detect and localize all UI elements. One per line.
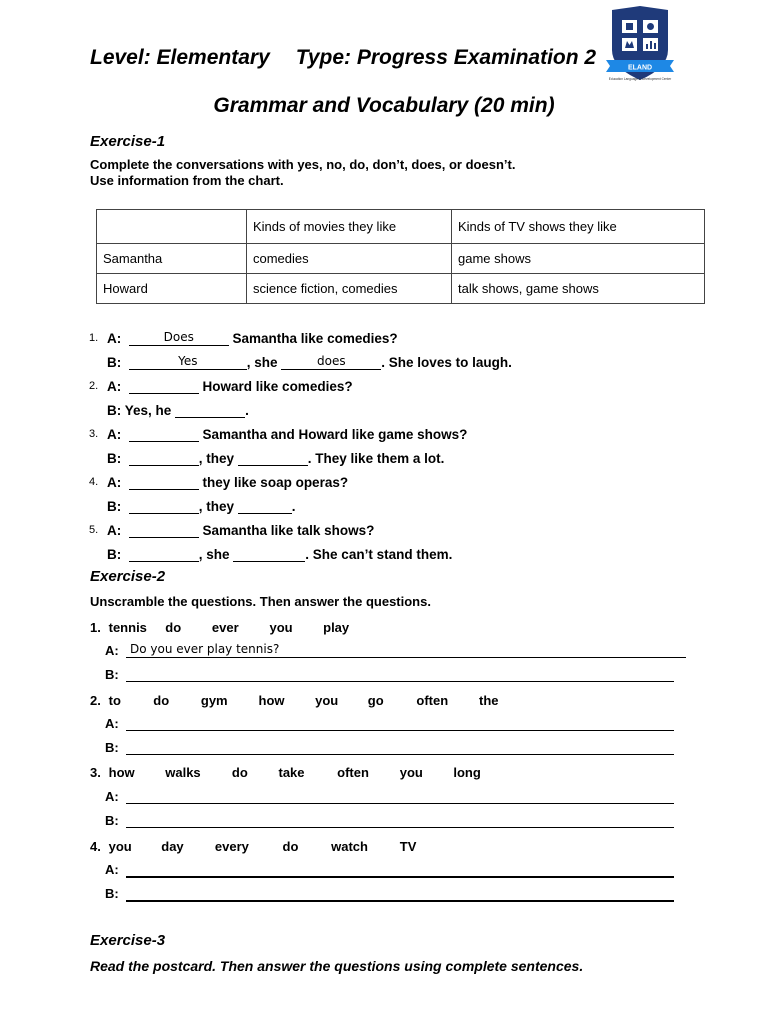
chart-cell: talk shows, game shows — [452, 274, 705, 304]
item-5-a — [107, 521, 374, 538]
word: long — [453, 765, 481, 780]
exercise-3-title: Exercise-3 — [90, 932, 166, 949]
answer-a-label: A: — [105, 643, 119, 658]
answer-blank[interactable]: does — [281, 353, 381, 370]
eland-logo — [604, 6, 676, 84]
answer-text: . She loves to laugh. — [381, 355, 512, 370]
word: every — [214, 839, 249, 854]
item-number: 2. — [89, 380, 99, 392]
answer-text: Yes, he — [124, 403, 172, 418]
word: how — [108, 765, 135, 780]
answer-line-b[interactable] — [126, 666, 674, 682]
logo-tagline: Education Language & Development Center — [608, 77, 672, 81]
speaker-b-label: B: — [107, 451, 122, 466]
exam-type-label: Type: Progress Examination 2 — [295, 46, 597, 69]
word: tennis — [108, 620, 147, 635]
answer-text: , she — [198, 547, 230, 562]
word: to — [108, 693, 121, 708]
answer-b-label: B: — [105, 886, 119, 901]
word: do — [231, 765, 248, 780]
chart-header-cell — [97, 210, 247, 244]
answer-blank[interactable] — [238, 449, 308, 466]
logo-wordmark: ELAND — [627, 64, 653, 72]
answer-blank[interactable] — [129, 377, 199, 394]
exercise-2-instruction: Unscramble the questions. Then answer the questions. — [90, 594, 431, 609]
answer-line-a[interactable] — [126, 715, 674, 731]
item-number: 4. — [89, 476, 99, 488]
speaker-a-label: A: — [107, 331, 122, 346]
chart-cell: Samantha — [97, 244, 247, 274]
exercise-1-instruction-2: Use information from the chart. — [90, 173, 284, 188]
question-text: Samantha like talk shows? — [202, 523, 375, 538]
speaker-a-label: A: — [107, 427, 122, 442]
answer-text: , they — [198, 451, 235, 466]
item-3-a — [107, 425, 467, 442]
item-2-b — [107, 401, 249, 418]
scrambled-words — [90, 693, 499, 708]
answer-blank[interactable] — [233, 545, 305, 562]
answer-blank[interactable] — [129, 497, 199, 514]
word: you — [108, 839, 132, 854]
answer-text: . They like them a lot. — [307, 451, 445, 466]
answer-line-a[interactable] — [126, 788, 674, 804]
answer-blank[interactable] — [129, 473, 199, 490]
exercise-3-instruction: Read the postcard. Then answer the questions using complete sentences. — [90, 958, 584, 974]
header-line — [90, 46, 596, 70]
answer-text: , they — [198, 499, 235, 514]
answer-blank[interactable] — [175, 401, 245, 418]
item-1-b — [107, 353, 512, 370]
chart-cell: game shows — [452, 244, 705, 274]
answer-text: , she — [246, 355, 278, 370]
word: gym — [200, 693, 228, 708]
question-text: Howard like comedies? — [202, 379, 353, 394]
speaker-a-label: A: — [107, 523, 122, 538]
chart-header-cell: Kinds of TV shows they like — [452, 210, 705, 244]
word: walks — [165, 765, 201, 780]
speaker-b-label: B: — [107, 499, 122, 514]
word: ever — [211, 620, 239, 635]
answer-line-a[interactable] — [126, 861, 674, 878]
item-1-a — [107, 329, 398, 346]
question-text: Samantha and Howard like game shows? — [202, 427, 468, 442]
item-3-b — [107, 449, 444, 466]
answer-line-b[interactable] — [126, 739, 674, 755]
speaker-b-label: B: — [107, 403, 122, 418]
word: do — [153, 693, 170, 708]
word: you — [399, 765, 423, 780]
answer-blank[interactable]: Yes — [129, 353, 247, 370]
exercise-1-title: Exercise-1 — [90, 133, 166, 150]
answer-text: . — [291, 499, 296, 514]
answer-b-label: B: — [105, 740, 119, 755]
chart-row — [97, 244, 705, 274]
answer-blank[interactable] — [238, 497, 292, 514]
word: take — [278, 765, 305, 780]
chart-row — [97, 274, 705, 304]
question-number: 4. — [90, 839, 101, 854]
exercise-1-instruction-1: Complete the conversations with yes, no, do, don’t, does, or doesn’t. — [90, 157, 516, 172]
answer-a-label: A: — [105, 716, 119, 731]
item-number: 1. — [89, 332, 99, 344]
question-number: 3. — [90, 765, 101, 780]
word: how — [258, 693, 285, 708]
speaker-b-label: B: — [107, 547, 122, 562]
answer-blank[interactable]: Does — [129, 329, 229, 346]
word: do — [165, 620, 182, 635]
answer-line-b[interactable] — [126, 812, 674, 828]
word: TV — [399, 839, 417, 854]
chart-cell: comedies — [247, 244, 452, 274]
chart-cell: Howard — [97, 274, 247, 304]
answer-text: . She can’t stand them. — [305, 547, 453, 562]
word: day — [161, 839, 184, 854]
question-number: 1. — [90, 620, 101, 635]
word: you — [315, 693, 339, 708]
chart-cell: science fiction, comedies — [247, 274, 452, 304]
answer-b-label: B: — [105, 667, 119, 682]
speaker-a-label: A: — [107, 379, 122, 394]
word: go — [367, 693, 384, 708]
word: play — [323, 620, 350, 635]
answer-a-label: A: — [105, 789, 119, 804]
answer-blank[interactable] — [129, 449, 199, 466]
item-5-b — [107, 545, 452, 562]
item-2-a — [107, 377, 353, 394]
chart-header-row — [97, 210, 705, 244]
question-text: Samantha like comedies? — [232, 331, 398, 346]
word: do — [282, 839, 299, 854]
answer-text: . — [245, 403, 249, 418]
answer-blank[interactable] — [129, 425, 199, 442]
answer-line-a[interactable] — [126, 642, 686, 658]
chart-header-cell: Kinds of movies they like — [247, 210, 452, 244]
preferences-chart — [96, 209, 705, 304]
item-4-b — [107, 497, 296, 514]
question-number: 2. — [90, 693, 101, 708]
question-text: they like soap operas? — [202, 475, 349, 490]
answer-blank[interactable] — [129, 521, 199, 538]
word: you — [269, 620, 293, 635]
speaker-a-label: A: — [107, 475, 122, 490]
scrambled-words — [90, 839, 416, 854]
word: often — [337, 765, 369, 780]
word: watch — [331, 839, 368, 854]
item-number: 5. — [89, 524, 99, 536]
word: the — [479, 693, 499, 708]
answer-b-label: B: — [105, 813, 119, 828]
page-subtitle: Grammar and Vocabulary (20 min) — [213, 94, 555, 117]
handwritten-answer: Do you ever play tennis? — [130, 642, 280, 656]
scrambled-words — [90, 620, 349, 635]
exercise-2-title: Exercise-2 — [90, 568, 166, 585]
answer-blank[interactable] — [129, 545, 199, 562]
word: often — [416, 693, 449, 708]
item-4-a — [107, 473, 348, 490]
level-label: Level: Elementary — [90, 46, 270, 69]
speaker-b-label: B: — [107, 355, 122, 370]
answer-a-label: A: — [105, 862, 119, 877]
item-number: 3. — [89, 428, 99, 440]
scrambled-words — [90, 765, 481, 780]
answer-line-b[interactable] — [126, 885, 674, 902]
